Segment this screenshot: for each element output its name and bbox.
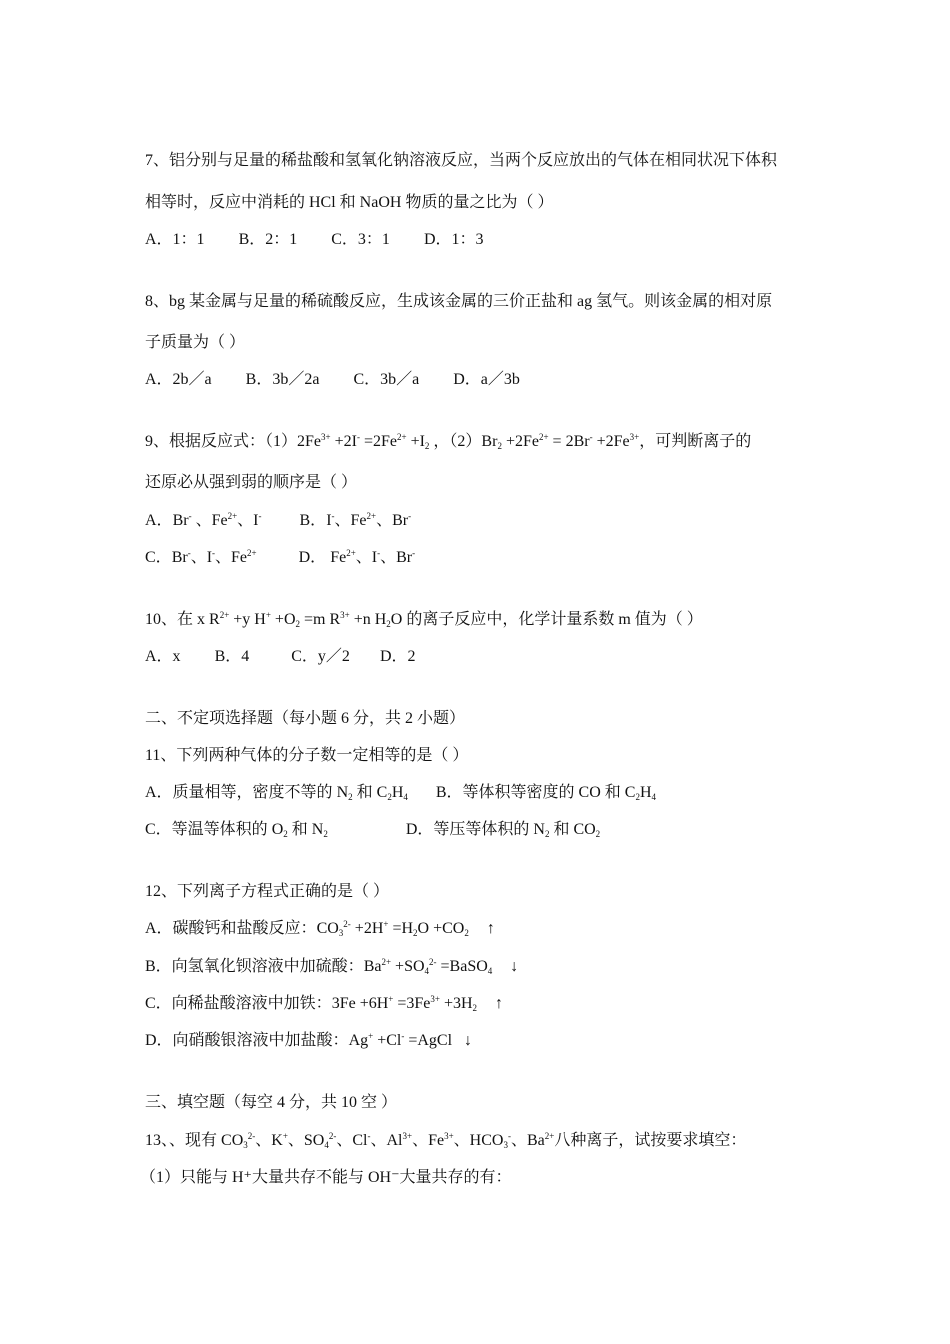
q8-stem-line1: 8、bg 某金属与足量的稀硫酸反应，生成该金属的三价正盐和 ag 氢气。则该金属的相对原 <box>145 293 773 310</box>
q11-option-a: A．质量相等，密度不等的 $N_2$ 和 $C_2H_4$ <box>145 784 408 802</box>
precipitate-down-arrow-icon: ↓ <box>510 958 519 975</box>
q8-option-d: D．a／3b <box>453 371 520 388</box>
q7-option-b: B．2：1 <box>238 231 298 248</box>
q12-option-c: C．向稀盐酸溶液中加铁：$3Fe +6H^+ =3Fe^{3+} +3H_2$ ↑ <box>145 994 504 1013</box>
q8-options <box>145 370 520 390</box>
q8-option-a: A．2b／a <box>145 371 212 388</box>
q12-option-d: D．向硝酸银溶液中加盐酸：Ag+ +Cl- =AgCl ↓ <box>145 1031 473 1049</box>
q9-stem-line1: 9、根据反应式：$(1)2Fe^{3+} +2I^- =2Fe^{2+} +I_2$ ，$(2)Br_2 +2Fe^{2+} = 2Br^- +2Fe^{3+}$，可判断离子的 <box>145 432 752 451</box>
q7-stem-line2: 相等时，反应中消耗的 HCl 和 NaOH 物质的量之比为（ ） <box>145 194 554 211</box>
q12-stem: 12、下列离子方程式正确的是（ ） <box>145 883 390 900</box>
q10-option-b: B．4 <box>214 648 250 665</box>
q10-option-d: D．2 <box>379 648 416 665</box>
gas-up-arrow-icon: ↑ <box>495 995 504 1012</box>
q9-options-row2 <box>145 548 415 568</box>
section2-title: 二、不定项选择题（每小题 6 分，共 2 小题） <box>145 710 466 727</box>
q9-options-row1 <box>145 511 411 531</box>
q7-options <box>145 230 484 250</box>
q12-option-a: A．碳酸钙和盐酸反应：$CO_3^{2-} +2H^+ =H_2O +CO_2$ ↑ <box>145 919 495 938</box>
q11-option-d: D．等压等体积的 $N_2$ 和 $CO_2$ <box>405 821 601 839</box>
q8-stem-line2: 子质量为（ ） <box>145 334 246 351</box>
q13-stem: 13、、现有 $CO_3^{2-}$、K+、$SO_4^{2-}$、Cl-、$Al^{3+}$、$Fe^{3+}$、$HCO_3^-$、$Ba^{2+}$八种离子，试按要求填空： <box>145 1131 747 1150</box>
q10-option-c: C．y／2 <box>291 648 350 665</box>
q12-option-b: B．向氢氧化钡溶液中加硫酸：$Ba^{2+} +SO_4^{2-}$ =BaSO$_4$ ↓ <box>145 957 519 976</box>
q10-options <box>145 647 416 667</box>
q10-stem: 10、在 x $R^{2+} +y$ $H^+ +O_2 =m$ $R^{3+} +n$ $H_2O$ 的离子反应中，化学计量系数 m 值为（ ） <box>145 610 703 629</box>
q11-options-row2 <box>145 820 600 840</box>
q11-options-row1 <box>145 783 656 803</box>
section3-title: 三、填空题（每空 4 分，共 10 空 ） <box>145 1094 398 1111</box>
q8-option-c: C．3b／a <box>353 371 420 388</box>
q7-option-a: A．1：1 <box>145 231 205 248</box>
q7-option-c: C．3：1 <box>331 231 390 248</box>
q9-option-c: C．Br-、I-、$Fe^{2+}$ <box>145 548 257 566</box>
q9-option-a: A．Br- 、$Fe^{2+}$、I- <box>145 511 262 529</box>
q10-option-a: A．x <box>145 648 181 665</box>
q9-stem-line2: 还原必从强到弱的顺序是（ ） <box>145 474 358 491</box>
q11-stem: 11、下列两种气体的分子数一定相等的是（ ） <box>145 747 469 764</box>
q11-option-c: C．等温等体积的 $O_2$ 和 $N_2$ <box>145 821 328 839</box>
q11-option-b: B．等体积等密度的 CO 和 $C_2H_4$ <box>435 784 657 802</box>
q8-option-b: B．3b／2a <box>245 371 320 388</box>
q9-option-d: D． $Fe^{2+}$、I-、Br- <box>298 548 416 566</box>
q7-stem-line1: 7、铝分别与足量的稀盐酸和氢氧化钠溶液反应，当两个反应放出的气体在相同状况下体积 <box>145 152 778 169</box>
gas-up-arrow-icon: ↑ <box>486 920 495 937</box>
q7-option-d: D．1：3 <box>423 231 484 248</box>
precipitate-down-arrow-icon: ↓ <box>464 1032 473 1049</box>
q9-option-b: B．I-、$Fe^{2+}$、Br- <box>299 511 412 529</box>
q13-subquestion-1: （1）只能与 H⁺大量共存不能与 OH⁻大量共存的有： <box>140 1169 512 1186</box>
